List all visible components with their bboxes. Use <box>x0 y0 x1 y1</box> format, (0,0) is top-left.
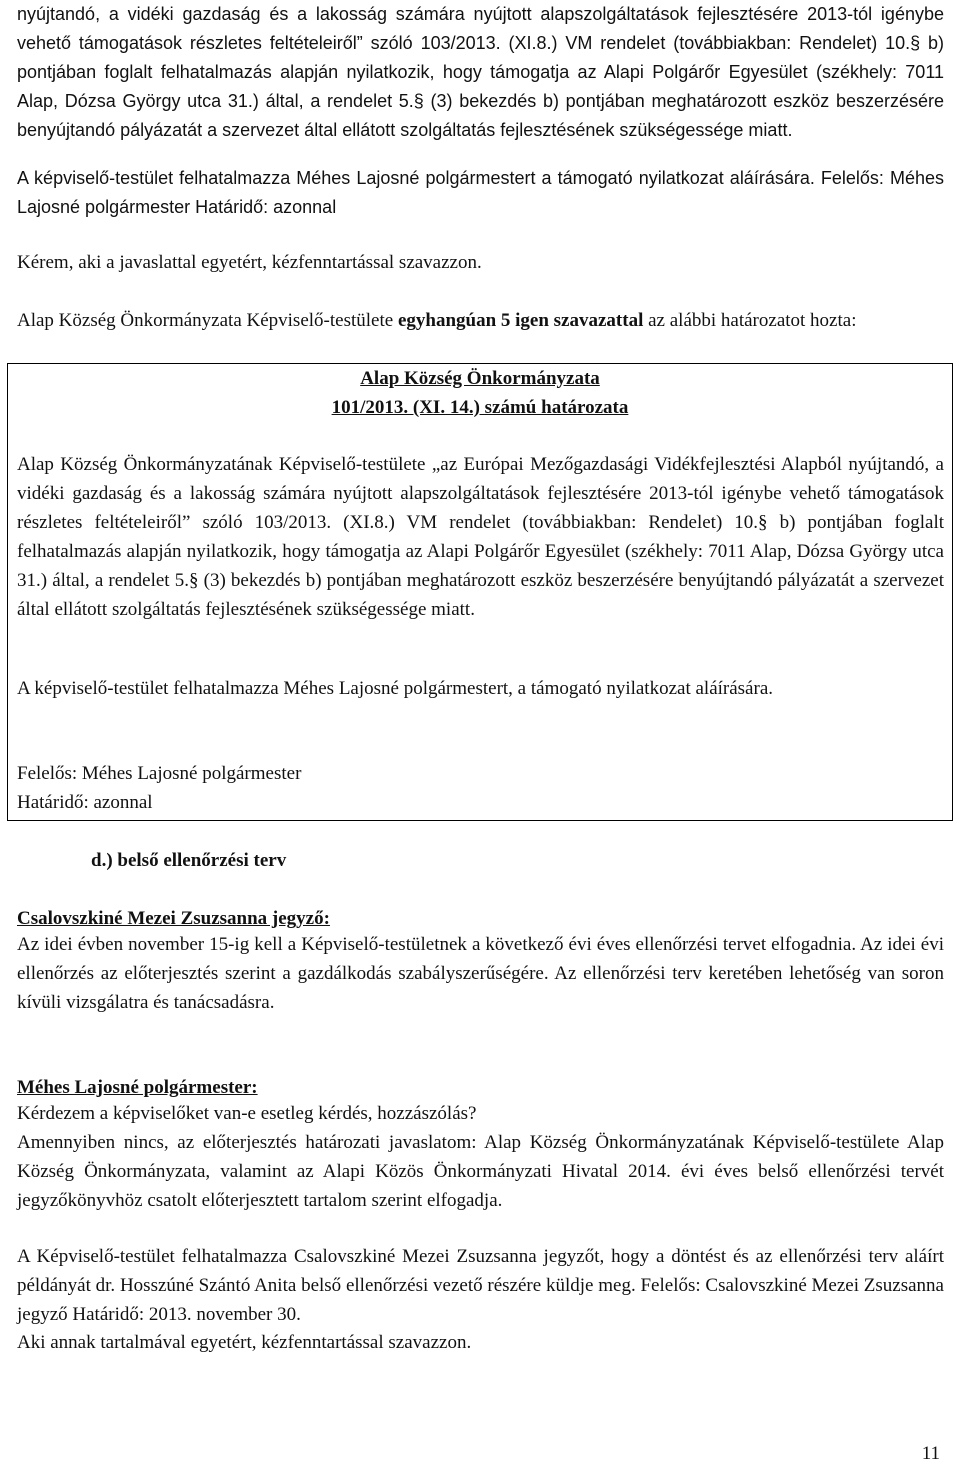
speaker1-text: Az idei évben november 15-ig kell a Képviselő-testületnek a következő évi éves ellenőrzési tervet elfogadnia. Az idei évi ellenőrzés az előterjesztés szerint a gazdálkodás szabályszerűségére. Az ellenőrzési terv keretében lehetőség van soron kívüli vizsgálatra és tanácsadásra. <box>17 934 944 1013</box>
speaker2-authorization <box>17 1242 944 1329</box>
vote-result-prefix: Alap Község Önkormányzata Képviselő-testülete <box>17 310 398 331</box>
speaker2-question-text: Kérdezem a képviselőket van-e esetleg kérdés, hozzászólás? <box>17 1103 477 1124</box>
speaker2-vote <box>17 1328 944 1357</box>
section-d-heading: d.) belső ellenőrzési terv <box>91 850 287 871</box>
vote-request <box>17 248 944 277</box>
speaker2-proposal-text: Amennyiben nincs, az előterjesztés határozati javaslatom: Alap Község Önkormányzatának Képviselő-testülete Alap Község Önkormányzata, valamint az Alapi Közös Önkormányzati Hivatal 2014. évi éves belső ellenőrzési tervét jegyzőkönyvhöz csatolt előterjesztett tartalom szerint elfogadja. <box>17 1132 944 1211</box>
speaker1-heading: Csalovszkiné Mezei Zsuzsanna jegyző: <box>17 908 330 929</box>
vote-request-text: Kérem, aki a javaslattal egyetért, kézfenntartással szavazzon. <box>17 252 482 273</box>
resolution-responsible-text: Felelős: Méhes Lajosné polgármester <box>17 763 302 784</box>
speaker2-authorization-text: A Képviselő-testület felhatalmazza Csalovszkiné Mezei Zsuzsanna jegyzőt, hogy a döntést és az ellenőrzési terv aláírt példányát dr. Hosszúné Szántó Anita belső ellenőrzési vezető részére küldje meg. Felelős: Csalovszkiné Mezei Zsuzsanna jegyző Határidő: 2013. november 30. <box>17 1246 944 1325</box>
vote-result <box>17 306 944 335</box>
vote-result-bold: egyhangúan 5 igen szavazattal <box>397 310 644 331</box>
resolution-responsible <box>17 759 944 788</box>
resolution-deadline <box>17 788 944 817</box>
intro-text: nyújtandó, a vidéki gazdaság és a lakosság számára nyújtott alapszolgáltatások fejlesztésére 2013-tól igénybe vehető támogatások részletes feltételeiről” szóló 103/2013. (XI.8.) VM rendelet (továbbiakban: Rendelet) 10.§ b) pontjában foglalt felhatalmazás alapján nyilatkozik, hogy támogatja az Alapi Polgárőr Egyesület (székhely: 7011 Alap, Dózsa György utca 31.) által, a rendelet 5.§ (3) bekezdés b) pontjában meghatározott eszköz beszerzésére benyújtandó pályázatát a szervezet által ellátott szolgáltatás fejlesztésének szükségessége miatt. <box>17 4 944 140</box>
resolution-deadline-text: Határidő: azonnal <box>17 792 153 813</box>
vote-result-suffix: az alábbi határozatot hozta: <box>643 310 857 331</box>
speaker2-heading: Méhes Lajosné polgármester: <box>17 1077 258 1098</box>
resolution-authorization-text: A képviselő-testület felhatalmazza Méhes Lajosné polgármestert, a támogató nyilatkozat aláírására. <box>17 678 774 699</box>
resolution-authorization <box>17 674 944 703</box>
resolution-title-line1: Alap Község Önkormányzata <box>360 368 600 389</box>
speaker2-vote-text: Aki annak tartalmával egyetért, kézfenntartással szavazzon. <box>17 1332 472 1353</box>
resolution-body-text: Alap Község Önkormányzatának Képviselő-testülete „az Európai Mezőgazdasági Vidékfejlesztési Alapból nyújtandó, a vidéki gazdaság és a lakosság számára nyújtott alapszolgáltatások fejlesztésére 2013-tól igénybe vehető támogatások részletes feltételeiről” szóló 103/2013. (XI.8.) VM rendelet (továbbiakban: Rendelet) 10.§ b) pontjában foglalt felhatalmazás alapján nyilatkozik, hogy támogatja az Alapi Polgárőr Egyesület (székhely: 7011 Alap, Dózsa György utca 31.) által, a rendelet 5.§ (3) bekezdés b) pontjában meghatározott eszköz beszerzésére benyújtandó pályázatát a szervezet által ellátott szolgáltatás fejlesztésének szükségessége miatt. <box>17 454 944 620</box>
intro-authorization <box>17 164 944 222</box>
intro-paragraph <box>17 0 944 145</box>
resolution-body <box>17 450 944 624</box>
resolution-title-line2: 101/2013. (XI. 14.) számú határozata <box>331 397 629 418</box>
intro-authorization-text: A képviselő-testület felhatalmazza Méhes Lajosné polgármestert a támogató nyilatkozat aláírására. Felelős: Méhes Lajosné polgármester Határidő: azonnal <box>17 168 944 217</box>
speaker2-question <box>17 1099 944 1128</box>
speaker2-proposal <box>17 1128 944 1215</box>
speaker1-paragraph <box>17 930 944 1017</box>
page-number: 11 <box>921 1443 940 1464</box>
